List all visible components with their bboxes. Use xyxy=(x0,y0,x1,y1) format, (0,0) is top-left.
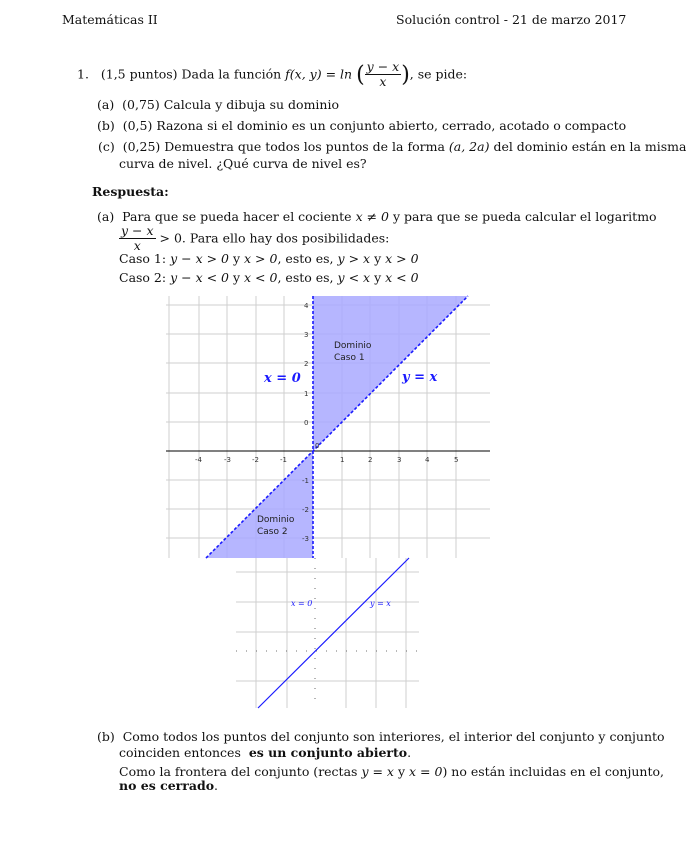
x-tick: 1 xyxy=(340,456,345,464)
part-c-line2: curva de nivel. ¿Qué curva de nivel es? xyxy=(119,156,367,171)
y-tick: 2 xyxy=(304,360,309,368)
y-tick: -3 xyxy=(302,535,309,543)
y-tick: -2 xyxy=(302,506,309,514)
label-x-equals-0: x = 0 xyxy=(264,371,301,386)
label-y-equals-x-2: y = x xyxy=(370,599,391,608)
region2-label-line2: Caso 2 xyxy=(257,527,288,537)
label-x-equals-0-2: x = 0 xyxy=(291,599,313,608)
x-tick: 4 xyxy=(425,456,430,464)
y-tick: 1 xyxy=(304,390,309,398)
region1-label-line2: Caso 1 xyxy=(334,353,365,363)
x-tick: 5 xyxy=(454,456,459,464)
y-tick: -1 xyxy=(302,477,309,485)
answer-title: Respuesta: xyxy=(92,184,169,199)
answer-b-line3: Como la frontera del conjunto (rectas y = x y x = 0) no están incluidas en el conjunto, xyxy=(119,764,664,779)
x-tick: -4 xyxy=(195,456,202,464)
grid-2 xyxy=(236,558,419,708)
function-fraction: $\frac{y - x}{x}$ xyxy=(366,59,400,90)
y-tick: 3 xyxy=(304,331,309,339)
region2-label-line1: Dominio xyxy=(257,515,295,525)
function-expression: f(x, y) = ln xyxy=(285,66,353,82)
x-tick: 3 xyxy=(397,456,402,464)
answer-a-line2: $\frac{y - x}{x}$ > 0. Para ello hay dos posibilidades: xyxy=(121,223,390,254)
header-title: Solución control - 21 de marzo 2017 xyxy=(396,12,627,27)
y-tick: 4 xyxy=(304,302,309,310)
level-curve-line xyxy=(258,558,409,708)
y-tick-labels xyxy=(302,302,309,543)
region1-label-line1: Dominio xyxy=(334,341,372,351)
y-tick: 0 xyxy=(304,419,309,427)
answer-b-line1: (b) Como todos los puntos del conjunto son interiores, el interior del conjunto y conjunto xyxy=(97,729,665,744)
header-course: Matemáticas II xyxy=(62,12,158,27)
part-c: (c) (0,25) Demuestra que todos los puntos de la forma (a, 2a) del dominio están en la misma xyxy=(98,139,686,154)
x-tick: 2 xyxy=(368,456,373,464)
level-graph xyxy=(236,558,419,708)
answer-b-line2: coinciden entonces es un conjunto abierto. xyxy=(119,745,412,760)
part-a: (a) (0,75) Calcula y dibuja su dominio xyxy=(97,97,339,112)
problem-tail: , se pide: xyxy=(409,66,468,82)
problem-statement: 1. (1,5 puntos) Dada la función f(x, y) = ln ( $\frac{y - x}{x}$ ), se pide: xyxy=(77,59,468,90)
x-tick: -3 xyxy=(224,456,231,464)
x-tick-labels xyxy=(195,442,458,464)
x-tick: -2 xyxy=(252,456,259,464)
label-y-equals-x: y = x xyxy=(402,370,438,385)
answer-b-line4: no es cerrado. xyxy=(119,778,219,793)
caso-1: Caso 1: y − x > 0 y x > 0, esto es, y > x y x > 0 xyxy=(119,251,419,266)
problem-intro: Dada la función xyxy=(181,66,282,82)
problem-number: 1. xyxy=(77,66,89,82)
x-tick: -1 xyxy=(280,456,287,464)
problem-points: (1,5 puntos) xyxy=(100,66,178,82)
x-tick: 0 xyxy=(315,442,320,450)
caso-2: Caso 2: y − x < 0 y x < 0, esto es, y < x y x < 0 xyxy=(119,270,419,285)
part-b: (b) (0,5) Razona si el dominio es un conjunto abierto, cerrado, acotado o compacto xyxy=(97,118,627,133)
answer-a-line1: (a) Para que se pueda hacer el cociente x ≠ 0 y para que se pueda calcular el logaritmo xyxy=(97,209,657,224)
domain-graph xyxy=(166,296,490,558)
